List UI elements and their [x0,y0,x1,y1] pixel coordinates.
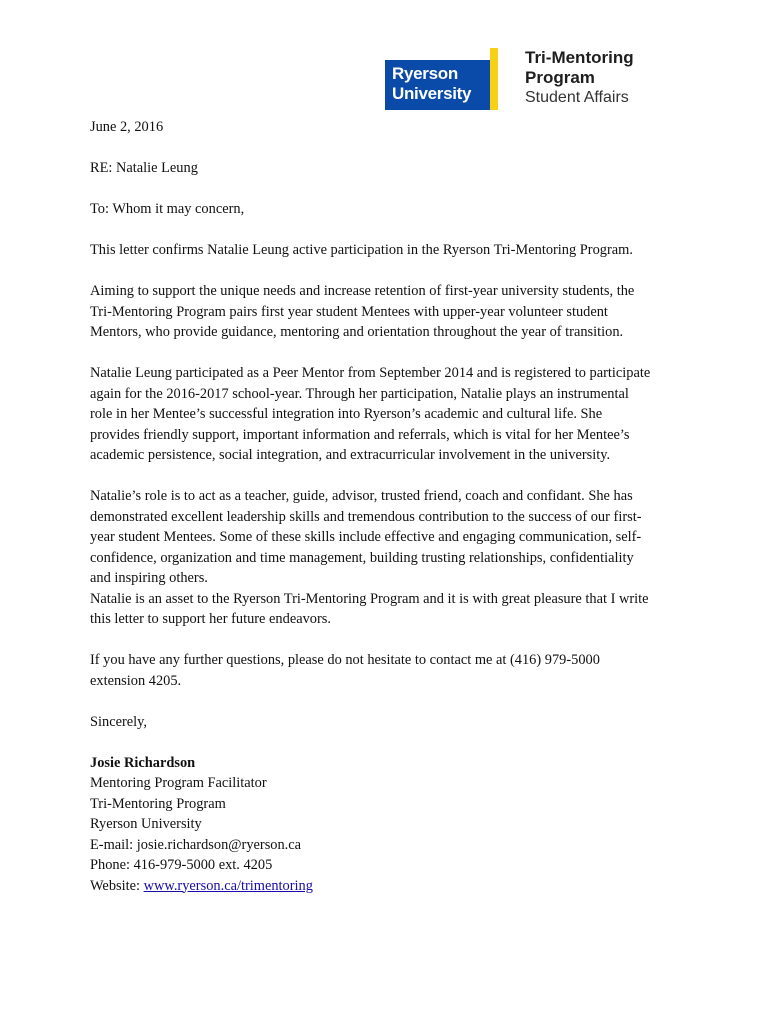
letter-salutation: To: Whom it may concern, [90,201,245,217]
letter-paragraph-3: Natalie Leung participated as a Peer Mentor from September 2014 and is registered to participate again for the 2016-2017 school-year. Through her participation, Natalie plays an instrumental role in her Mentee’s successful integration into Ryerson’s academic and cultural life. She provides friendly support, important information and referrals, which is vital for her Mentee’s academic persistence, social integration, and extracurricular involvement in the university. [90,365,651,463]
letter-re-line: RE: Natalie Leung [90,160,198,176]
logo-yellow-bar [490,48,498,110]
website-link[interactable]: www.ryerson.ca/trimentoring [143,877,313,894]
signatory-title: Mentoring Program Facilitator [90,775,267,791]
letter-date: June 2, 2016 [90,119,164,135]
logo-program-line3: Student Affairs [525,89,629,106]
logo-university-name [392,64,471,104]
ryerson-tri-mentoring-logo [385,48,675,114]
letter-paragraph-2: Aiming to support the unique needs and increase retention of first-year university students, the Tri-Mentoring Program pairs first year student Mentees with upper-year volunteer student Mentors, who provide guidance, mentoring and orientation throughout the year of transition. [90,283,635,340]
signatory-program: Tri-Mentoring Program [90,795,226,812]
website-label: Website: [90,877,144,894]
letter-paragraph-4: Natalie’s role is to act as a teacher, guide, advisor, trusted friend, coach and confidant. She has demonstrated excellent leadership skills and tremendous contribution to the success of our first- year student Mentees. Some of these skills include effective and engaging communication, self- confidence, organization and time management, building trusting relationships, confidentiality and inspiring others. [90,488,642,586]
signatory-website-line [90,876,690,897]
logo-program-line1: Tri-Mentoring [525,48,634,67]
logo-program-name [525,48,634,108]
letter-paragraph-1: This letter confirms Natalie Leung active participation in the Ryerson Tri-Mentoring Program. [90,242,633,258]
signatory-email: E-mail: josie.richardson@ryerson.ca [90,836,302,853]
logo-university-line1: Ryerson [392,64,458,83]
letter-body [90,117,690,896]
letter-paragraph-6: If you have any further questions, please do not hesitate to contact me at (416) 979-5000 extension 4205. [90,652,600,689]
signature-block [90,753,690,897]
signatory-phone: Phone: 416-979-5000 ext. 4205 [90,857,273,873]
letter-paragraph-5: Natalie is an asset to the Ryerson Tri-Mentoring Program and it is with great pleasure that I write this letter to support her future endeavors. [90,590,649,627]
logo-program-line2: Program [525,68,595,87]
letter-closing: Sincerely, [90,713,148,730]
signatory-name: Josie Richardson [90,754,196,771]
logo-university-line2: University [392,84,472,103]
signatory-organization: Ryerson University [90,816,202,832]
